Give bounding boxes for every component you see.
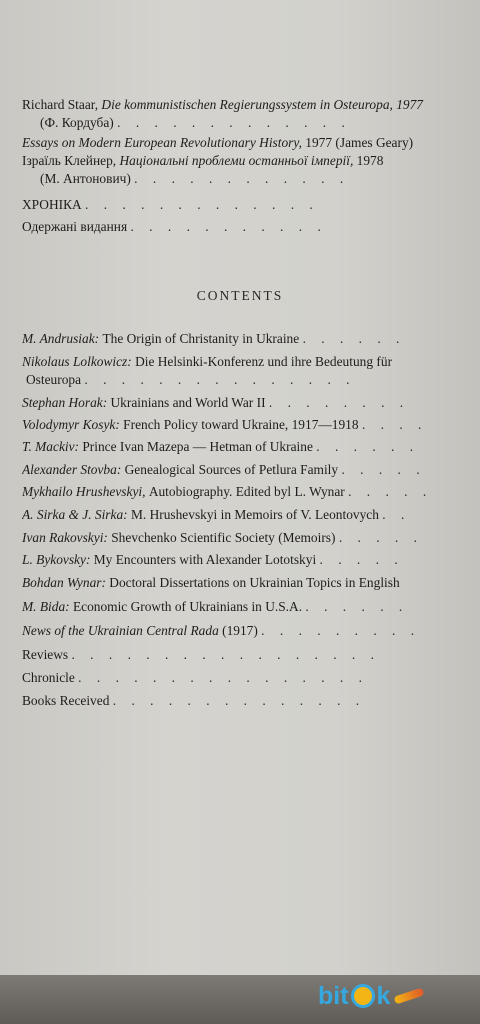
item-author: News of the Ukrainian Central Rada <box>22 623 223 638</box>
contents-item <box>22 438 480 456</box>
leader-dots: . . . . . <box>348 484 433 499</box>
item-title: The Origin of Christanity in Ukraine <box>102 331 300 346</box>
leader-dots: . . . . . . . . . . . . . <box>85 197 319 212</box>
item-author: M. Andrusiak: <box>22 331 103 346</box>
leader-dots: . . . . . . . . . . . . . . . <box>84 372 356 387</box>
item-title: Economic Growth of Ukrainians in U.S.A. <box>72 599 303 614</box>
leader-dots: . . . . . . . . . . . <box>130 219 327 234</box>
item-author: Alexander Stovba: <box>22 462 125 477</box>
contents-item <box>22 416 480 434</box>
contents-heading: CONTENTS <box>196 288 284 303</box>
item-title: (1917) <box>222 623 258 638</box>
entry-author: Ізраїль Клейнер, <box>22 153 120 168</box>
chronicle-ua <box>22 196 480 214</box>
item-author: Ivan Rakovskyi: <box>22 530 112 545</box>
contents-item <box>22 353 480 371</box>
leader-dots: . . . . . . <box>316 439 420 454</box>
watermark-text: k <box>376 981 391 1010</box>
watermark-text: bit <box>318 981 349 1010</box>
item-title: Reviews <box>22 647 69 662</box>
entry-title: Die kommunistischen Regierungssystem in Osteuropa, 1977 <box>101 97 423 112</box>
contents-item <box>22 598 480 616</box>
contents-item <box>22 622 480 640</box>
item-title: Osteuropa <box>26 372 82 387</box>
item-title: Shevchenko Scientific Society (Memoirs) <box>111 530 336 545</box>
entry-rest: 1977 (James Geary) <box>305 135 414 150</box>
contents-item <box>22 669 480 687</box>
leader-dots: . . <box>382 507 411 522</box>
received-ua <box>22 218 480 236</box>
leader-dots: . . . . . . <box>305 599 409 614</box>
item-author: M. Bida: <box>22 599 73 614</box>
spark-icon <box>394 988 425 1005</box>
item-author: Nikolaus Lolkowicz: <box>22 354 136 369</box>
item-author: A. Sirka & J. Sirka: <box>22 507 131 522</box>
contents-item <box>22 529 480 547</box>
entry-title: Національні проблеми останньої імперії, <box>119 153 357 168</box>
entry-kleiner <box>22 152 480 170</box>
entry-staar <box>22 96 480 114</box>
contents-item <box>26 371 480 389</box>
contents-item <box>22 646 480 664</box>
coin-icon <box>351 984 375 1008</box>
leader-dots: . . . . . . . . . . . . <box>134 171 350 186</box>
leader-dots: . . . . . . <box>302 331 406 346</box>
entry-author: Richard Staar, <box>22 97 102 112</box>
contents-item <box>22 330 480 348</box>
entry-title: Essays on Modern European Revolutionary History, <box>22 135 306 150</box>
item-author: Volodymyr Kosyk: <box>22 417 124 432</box>
item-author: Mykhailo Hrushevskyi, <box>22 484 149 499</box>
contents-item <box>22 692 480 710</box>
leader-dots: . . . . . . . . <box>268 395 410 410</box>
item-title: My Encounters with Alexander Lototskyi <box>93 552 317 567</box>
entry-essays <box>22 134 480 152</box>
item-title: Chronicle <box>22 670 75 685</box>
contents-item <box>22 394 480 412</box>
leader-dots: . . . . . <box>319 552 404 567</box>
entry-staar-reviewer <box>40 114 480 132</box>
entry-kleiner-reviewer <box>40 170 480 188</box>
contents-item <box>22 551 480 569</box>
leader-dots: . . . . . . . . . . . . . . . . <box>78 670 368 685</box>
item-title: Books Received <box>22 693 110 708</box>
item-title: Prince Ivan Mazepa — Hetman of Ukraine <box>82 439 313 454</box>
item-title: Ukrainians and World War II <box>110 395 266 410</box>
leader-dots: . . . . . . . . . . . . . . . . . <box>71 647 380 662</box>
item-title: Die Helsinki-Konferenz und ihre Bedeutung für <box>135 354 393 369</box>
contents-item <box>22 506 480 524</box>
item-title: Autobiography. Edited byl L. Wynar <box>148 484 345 499</box>
contents-item <box>22 461 480 479</box>
entry-rest: 1978 <box>356 153 384 168</box>
watermark-logo <box>318 978 424 1014</box>
leader-dots: . . . . <box>361 417 428 432</box>
item-author: L. Bykovsky: <box>22 552 94 567</box>
entry-reviewer: (М. Антонович) <box>40 171 131 186</box>
item-author: Bohdan Wynar: <box>22 575 110 590</box>
leader-dots: . . . . . . . . . . . . . . <box>112 693 366 708</box>
item-author: T. Mackiv: <box>22 439 83 454</box>
entry-reviewer: (Ф. Кордуба) <box>40 115 114 130</box>
leader-dots: . . . . . <box>338 530 423 545</box>
contents-item <box>22 483 480 501</box>
item-title: Doctoral Dissertations on Ukrainian Topics in English <box>109 575 400 590</box>
received-ua-label: Одержані видання <box>22 219 128 234</box>
item-author: Stephan Horak: <box>22 395 111 410</box>
contents-item <box>22 574 480 592</box>
item-title: M. Hrushevskyi in Memoirs of V. Leontovych <box>130 507 379 522</box>
leader-dots: . . . . . . . . . . . . . <box>117 115 351 130</box>
chronicle-ua-label: ХРОНІКА <box>22 197 82 212</box>
leader-dots: . . . . . . . . . <box>261 623 421 638</box>
item-title: Genealogical Sources of Petlura Family <box>124 462 339 477</box>
item-title: French Policy toward Ukraine, 1917—1918 <box>123 417 359 432</box>
leader-dots: . . . . . <box>341 462 426 477</box>
